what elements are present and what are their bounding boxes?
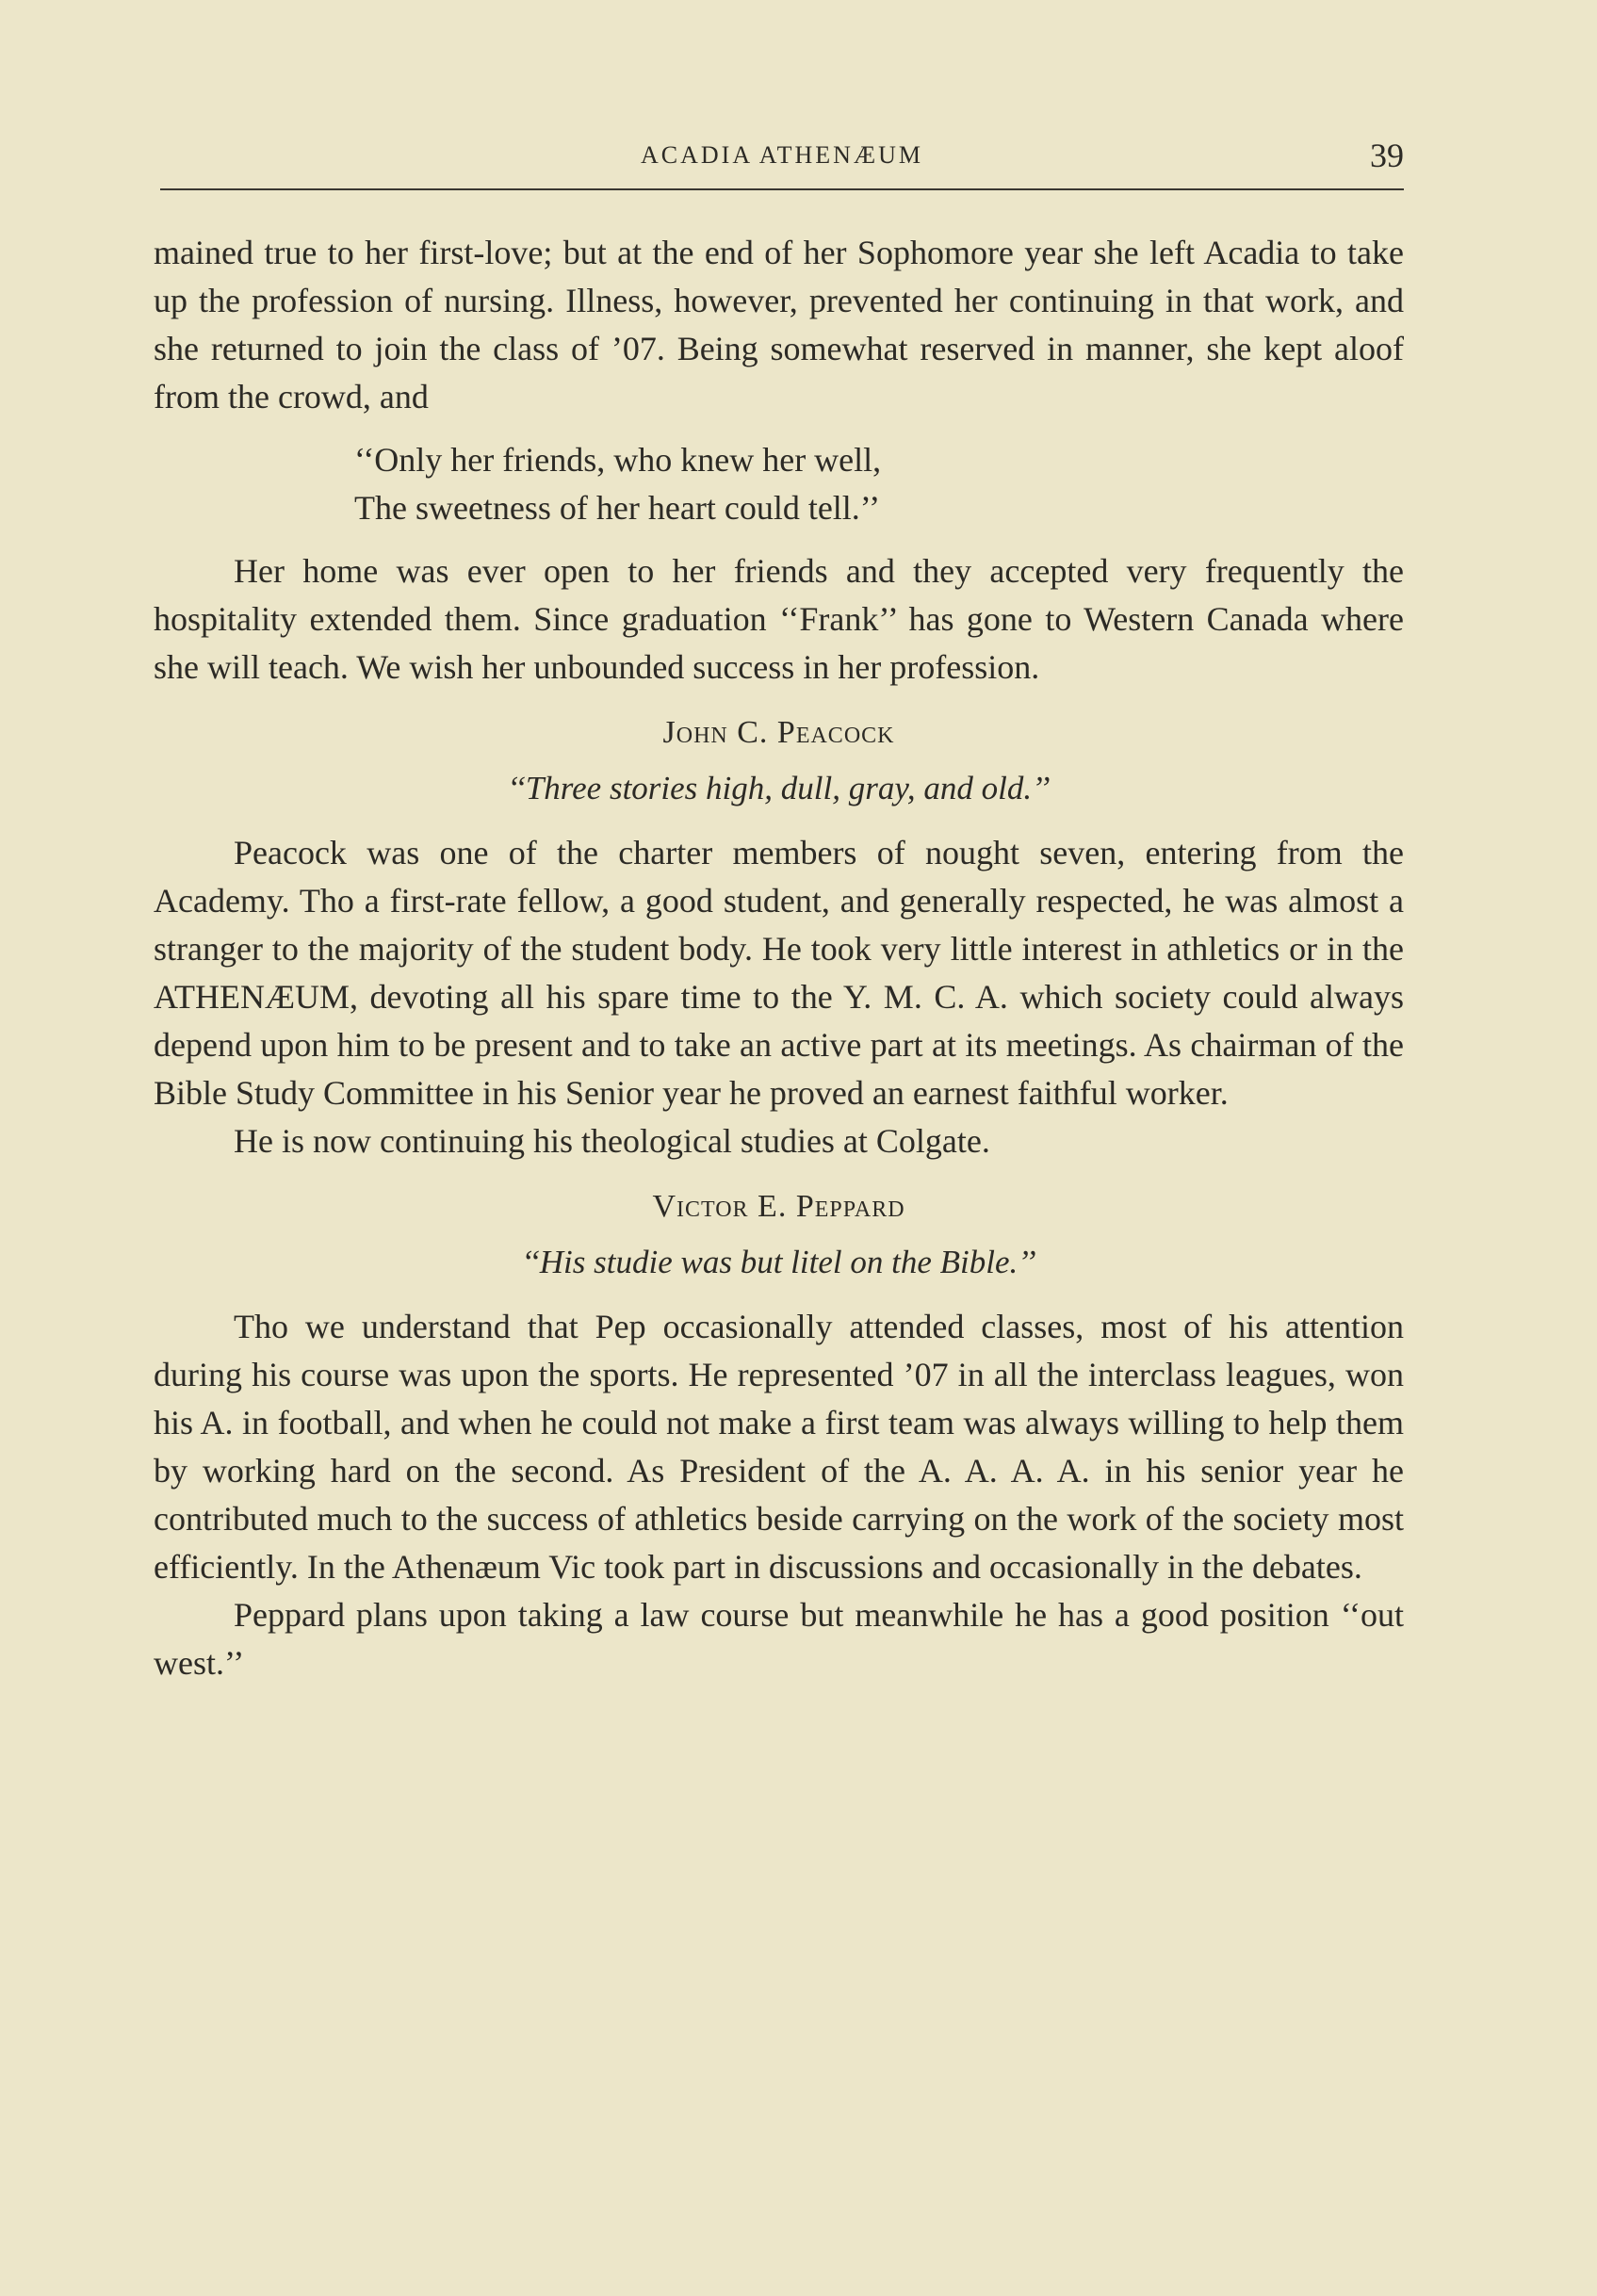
paragraph-5: Tho we understand that Pep occasionally attended classes, most of his attention during his course was upon the sports. He represented ’07 in all the interclass leagues, won his A. in football, and when he could not make a first team was always willing to help them by working hard on the second. As President of the A. A. A. A. in his senior year he contributed much to the success of athletics beside carrying on the work of the society most efficiently. In the Athenæum Vic took part in discussions and occasionally in the debates.	[154, 1308, 1404, 1586]
poem-quote	[354, 436, 1404, 532]
body-text	[154, 229, 1404, 1687]
section-heading-peacock: John C. Peacock	[662, 715, 895, 750]
page-number: 39	[1370, 137, 1404, 174]
paragraph-3: Peacock was one of the charter members of nought seven, entering from the Academy. Tho a first-rate fellow, a good student, and generally respected, he was almost a stranger to the majority of the student body. He took very little interest in athletics or in the ATHENÆUM, devoting all his spare time to the Y. M. C. A. which society could always depend upon him to be present and to take an active part at its meetings. As chairman of the Bible Study Committee in his Senior year he proved an earnest faithful worker.	[154, 834, 1404, 1112]
section-heading-peppard: Victor E. Peppard	[652, 1189, 905, 1224]
epigraph-peppard: ‘‘His studie was but litel on the Bible.’’	[521, 1244, 1036, 1280]
running-head	[160, 132, 1404, 190]
poem-line-2: The sweetness of her heart could tell.’’	[354, 489, 881, 527]
paragraph-4: He is now continuing his theological studies at Colgate.	[234, 1122, 990, 1160]
poem-line-1: ‘‘Only her friends, who knew her well,	[354, 441, 882, 479]
running-title: ACADIA ATHENÆUM	[641, 141, 923, 169]
paragraph-2: Her home was ever open to her friends and they accepted very frequently the hospitality extended them. Since graduation ‘‘Frank’’ has gone to Western Canada where she will teach. We wish her unbounded success in her profession.	[154, 552, 1404, 686]
epigraph-peacock: ‘‘Three stories high, dull, gray, and old.’’	[507, 770, 1051, 806]
paragraph-1: mained true to her first-love; but at the end of her Sophomore year she left Acadia to take up the profession of nursing. Illness, however, prevented her continuing in that work, and she returned to join the class of ’07. Being somewhat reserved in manner, she kept aloof from the crowd, and	[154, 234, 1404, 415]
paragraph-6: Peppard plans upon taking a law course but meanwhile he has a good position ‘‘out west.’’	[154, 1596, 1404, 1682]
